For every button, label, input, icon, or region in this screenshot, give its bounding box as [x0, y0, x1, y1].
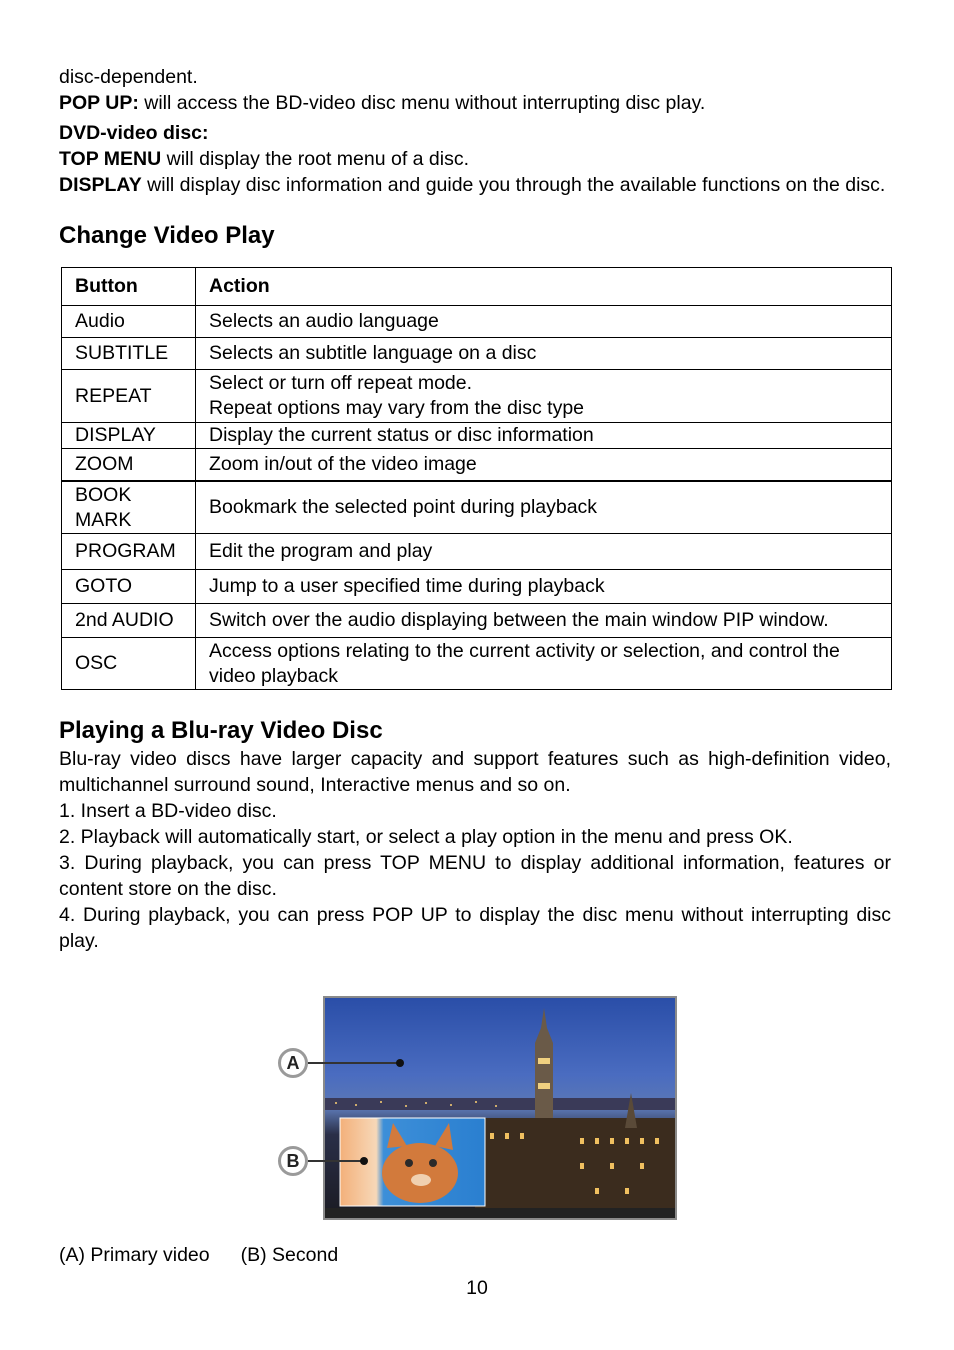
bluray-step-3: 3. During playback, you can press TOP MENU to display additional information, features or content store on the disc. — [59, 852, 891, 900]
button-cell — [62, 481, 196, 534]
table-row — [62, 638, 892, 690]
callout-b-badge: B — [278, 1146, 308, 1176]
action-cell: Bookmark the selected point during playback — [196, 481, 892, 534]
table-row — [62, 306, 892, 338]
action-line-1: Access options relating to the current activity or selection, and control the — [209, 639, 840, 662]
display-text: will display disc information and guide you through the available functions on the disc. — [141, 174, 886, 196]
city-night-scene — [325, 998, 675, 1218]
bluray-step-2: 2. Playback will automatically start, or select a play option in the menu and press OK. — [59, 826, 793, 848]
page-number: 10 — [466, 1277, 488, 1299]
table-row — [62, 338, 892, 370]
callout-a-dot — [396, 1059, 404, 1067]
popup-paragraph — [59, 90, 891, 116]
column-header-button: Button — [62, 268, 196, 306]
callout-a-leader — [308, 1062, 398, 1064]
action-line-2: video playback — [209, 664, 338, 687]
button-cell: DISPLAY — [62, 423, 196, 449]
button-cell: PROGRAM — [62, 534, 196, 570]
button-cell: Audio — [62, 306, 196, 338]
topmenu-paragraph — [59, 146, 891, 172]
action-cell: Selects an audio language — [196, 306, 892, 338]
table-header-row — [62, 268, 892, 306]
topmenu-label: TOP MENU — [59, 148, 162, 170]
caption-second: (B) Second — [240, 1244, 339, 1266]
bluray-step-1: 1. Insert a BD-video disc. — [59, 800, 277, 822]
button-cell: REPEAT — [62, 370, 196, 423]
button-cell: ZOOM — [62, 449, 196, 482]
change-video-table — [61, 267, 892, 690]
document-page — [59, 64, 891, 954]
callout-b-dot — [360, 1157, 368, 1165]
button-line-2: MARK — [75, 508, 132, 531]
popup-label: POP UP: — [59, 92, 139, 114]
button-cell: SUBTITLE — [62, 338, 196, 370]
button-line-1: BOOK — [75, 483, 132, 506]
pip-illustration — [278, 996, 680, 1222]
button-cell: OSC — [62, 638, 196, 690]
topmenu-text: will display the root menu of a disc. — [161, 148, 470, 170]
bluray-intro: Blu-ray video discs have larger capacity and support features such as high-definition video, multichannel surround sound, Interactive menus and so on. — [59, 748, 891, 796]
table-row — [62, 604, 892, 638]
primary-video-screen — [323, 996, 677, 1220]
callout-a-badge: A — [278, 1048, 308, 1078]
intro-line-1: disc-dependent. — [59, 66, 198, 88]
display-paragraph — [59, 172, 891, 198]
action-cell: Selects an subtitle language on a disc — [196, 338, 892, 370]
action-cell: Zoom in/out of the video image — [196, 449, 892, 482]
button-cell: GOTO — [62, 570, 196, 604]
callout-b-leader — [308, 1160, 363, 1162]
action-cell: Edit the program and play — [196, 534, 892, 570]
bluray-heading: Playing a Blu-ray Video Disc — [59, 717, 383, 744]
table-row — [62, 534, 892, 570]
button-cell: 2nd AUDIO — [62, 604, 196, 638]
table-row — [62, 423, 892, 449]
caption-primary-video: (A) Primary video — [59, 1244, 210, 1266]
popup-text: will access the BD-video disc menu without interrupting disc play. — [138, 92, 706, 114]
table-row — [62, 481, 892, 534]
action-cell: Switch over the audio displaying between the main window PIP window. — [196, 604, 892, 638]
action-line-2: Repeat options may vary from the disc type — [209, 397, 585, 419]
action-cell: Display the current status or disc information — [196, 423, 892, 449]
dvd-heading: DVD-video disc: — [59, 122, 209, 144]
change-video-heading: Change Video Play — [59, 222, 275, 249]
action-cell — [196, 638, 892, 690]
table-row — [62, 370, 892, 423]
column-header-action: Action — [196, 268, 892, 306]
table-row — [62, 449, 892, 482]
action-cell: Jump to a user specified time during playback — [196, 570, 892, 604]
bluray-step-4: 4. During playback, you can press POP UP to display the disc menu without interrupting disc play. — [59, 904, 891, 952]
action-line-1: Select or turn off repeat mode. — [209, 372, 473, 394]
figure-caption — [59, 1243, 338, 1267]
table-row — [62, 570, 892, 604]
display-label: DISPLAY — [59, 174, 142, 196]
action-cell — [196, 370, 892, 423]
